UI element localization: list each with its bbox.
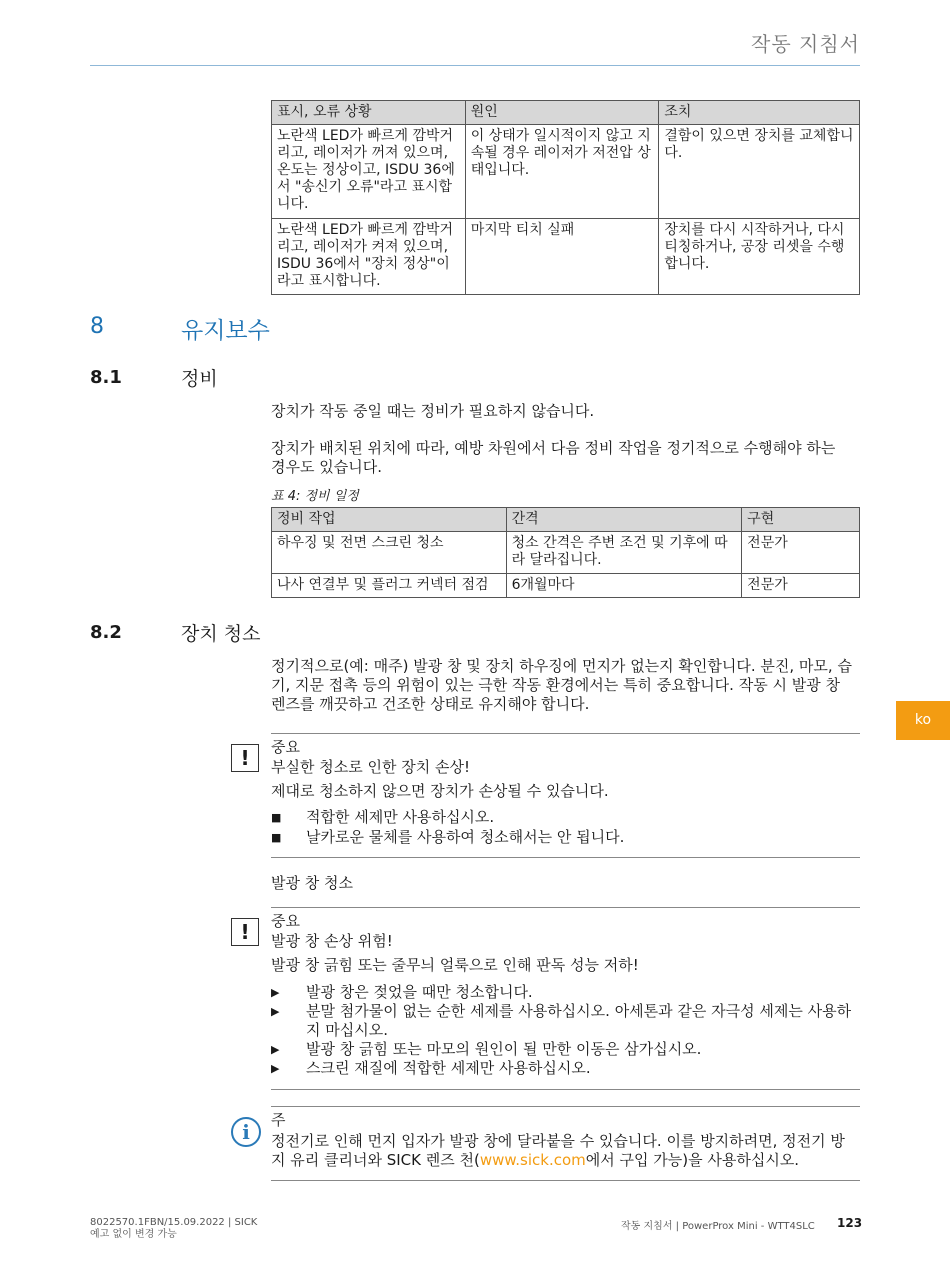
table-cell: 노란색 LED가 빠르게 깜박거리고, 레이저가 꺼져 있으며, 온도는 정상이고, ISDU 36에서 "송신기 오류"라고 표시합니다. — [272, 125, 466, 219]
column-header: 표시, 오류 상황 — [272, 101, 466, 125]
header-rule — [90, 65, 860, 66]
table-cell: 하우징 및 전면 스크린 청소 — [272, 532, 507, 574]
notice-title: 발광 창 손상 위험! — [271, 932, 393, 950]
notice-description: 제대로 청소하지 않으면 장치가 손상될 수 있습니다. — [271, 782, 609, 800]
table-cell: 마지막 티치 실패 — [465, 219, 659, 295]
list-item: ■ 날카로운 물체를 사용하여 청소해서는 안 됩니다. — [271, 828, 625, 846]
exclamation-icon: ! — [231, 744, 259, 772]
table-cell: 노란색 LED가 빠르게 깜박거리고, 레이저가 켜져 있으며, ISDU 36에서 "장치 정상"이라고 표시합니다. — [272, 219, 466, 295]
column-header: 정비 작업 — [272, 508, 507, 532]
table-row — [272, 125, 860, 219]
column-header: 조치 — [659, 101, 860, 125]
section-title: 유지보수 — [181, 318, 270, 344]
triangle-bullet-icon: ▶ — [271, 1062, 280, 1075]
triangle-bullet-icon: ▶ — [271, 986, 280, 999]
notice-rule — [271, 1089, 860, 1090]
square-bullet-icon: ■ — [271, 831, 282, 844]
note-text: 정전기로 인해 먼지 입자가 발광 창에 달라붙을 수 있습니다. 이를 방지하려면, 정전기 방지 유리 클리너와 SICK 렌즈 천(www.sick.com에서 구입 가능)을 사용하십시오. — [271, 1132, 845, 1169]
column-header: 구현 — [742, 508, 860, 532]
paragraph: 정기적으로(예: 매주) 발광 창 및 장치 하우징에 먼지가 없는지 확인합니다. 분진, 마모, 습기, 지문 접촉 등의 위험이 있는 극한 작동 환경에서는 특히 중요합니다. 작동 시 발광 창 렌즈를 깨끗하고 건조한 상태로 유지해야 합니다. — [271, 657, 852, 713]
table-caption: 표 4: 정비 일정 — [271, 489, 359, 504]
info-icon: i — [231, 1117, 261, 1147]
list-item: ▶ 분말 첨가물이 없는 순한 세제를 사용하십시오. 아세톤과 같은 자극성 세제는 사용하지 마십시오. — [271, 1002, 852, 1039]
note-rule — [271, 1180, 860, 1181]
table-cell: 이 상태가 일시적이지 않고 지속될 경우 레이저가 저전압 상태입니다. — [465, 125, 659, 219]
maintenance-table — [271, 507, 860, 598]
notice-description: 발광 창 긁힘 또는 줄무늬 얼룩으로 인해 판독 성능 저하! — [271, 956, 639, 974]
table-row — [272, 574, 860, 598]
table-cell: 6개월마다 — [506, 574, 742, 598]
note-label: 주 — [271, 1111, 286, 1129]
triangle-bullet-icon: ▶ — [271, 1005, 280, 1018]
notice-rule — [271, 907, 860, 908]
notice-rule — [271, 857, 860, 858]
notice-label: 중요 — [271, 912, 300, 930]
table-header-row — [272, 101, 860, 125]
subsection-number: 8.1 — [90, 367, 122, 388]
notice-rule — [271, 733, 860, 734]
list-item: ▶ 스크린 재질에 적합한 세제만 사용하십시오. — [271, 1059, 591, 1077]
language-tab: ko — [896, 701, 950, 740]
square-bullet-icon: ■ — [271, 811, 282, 824]
subheading: 발광 창 청소 — [271, 874, 353, 892]
table-cell: 결함이 있으면 장치를 교체합니다. — [659, 125, 860, 219]
footer-doc-name: 작동 지침서 | PowerProx Mini - WTT4SLC — [621, 1221, 815, 1232]
page-number: 123 — [837, 1216, 863, 1230]
table-cell: 전문가 — [742, 532, 860, 574]
table-cell: 장치를 다시 시작하거나, 다시 티칭하거나, 공장 리셋을 수행합니다. — [659, 219, 860, 295]
list-item: ■ 적합한 세제만 사용하십시오. — [271, 808, 495, 826]
table-cell: 청소 간격은 주변 조건 및 기후에 따라 달라집니다. — [506, 532, 742, 574]
column-header: 원인 — [465, 101, 659, 125]
footer-left — [90, 1217, 257, 1241]
subsection-number: 8.2 — [90, 622, 122, 643]
notice-label: 중요 — [271, 738, 300, 756]
paragraph: 장치가 배치된 위치에 따라, 예방 차원에서 다음 정비 작업을 정기적으로 수행해야 하는 경우도 있습니다. — [271, 439, 836, 476]
subsection-title: 정비 — [181, 368, 218, 390]
column-header: 간격 — [506, 508, 742, 532]
paragraph: 장치가 작동 중일 때는 정비가 필요하지 않습니다. — [271, 402, 595, 420]
table-row — [272, 532, 860, 574]
notice-title: 부실한 청소로 인한 장치 손상! — [271, 758, 470, 776]
error-table — [271, 100, 860, 295]
sick-website-link[interactable]: www.sick.com — [479, 1151, 586, 1169]
section-number: 8 — [90, 314, 104, 339]
note-rule — [271, 1106, 860, 1107]
footer-doc-id: 8022570.1FBN/15.09.2022 | SICK — [90, 1217, 258, 1228]
table-cell: 나사 연결부 및 플러그 커넥터 점검 — [272, 574, 507, 598]
triangle-bullet-icon: ▶ — [271, 1043, 280, 1056]
subsection-title: 장치 청소 — [181, 623, 261, 645]
table-row — [272, 219, 860, 295]
list-item: ▶ 발광 창은 젖었을 때만 청소합니다. — [271, 983, 533, 1001]
list-item: ▶ 발광 창 긁힘 또는 마모의 원인이 될 만한 이동은 삼가십시오. — [271, 1040, 702, 1058]
footer-disclaimer: 예고 없이 변경 가능 — [90, 1229, 177, 1240]
header-title: 작동 지침서 — [751, 32, 860, 56]
exclamation-icon: ! — [231, 918, 259, 946]
table-cell: 전문가 — [742, 574, 860, 598]
table-header-row — [272, 508, 860, 532]
